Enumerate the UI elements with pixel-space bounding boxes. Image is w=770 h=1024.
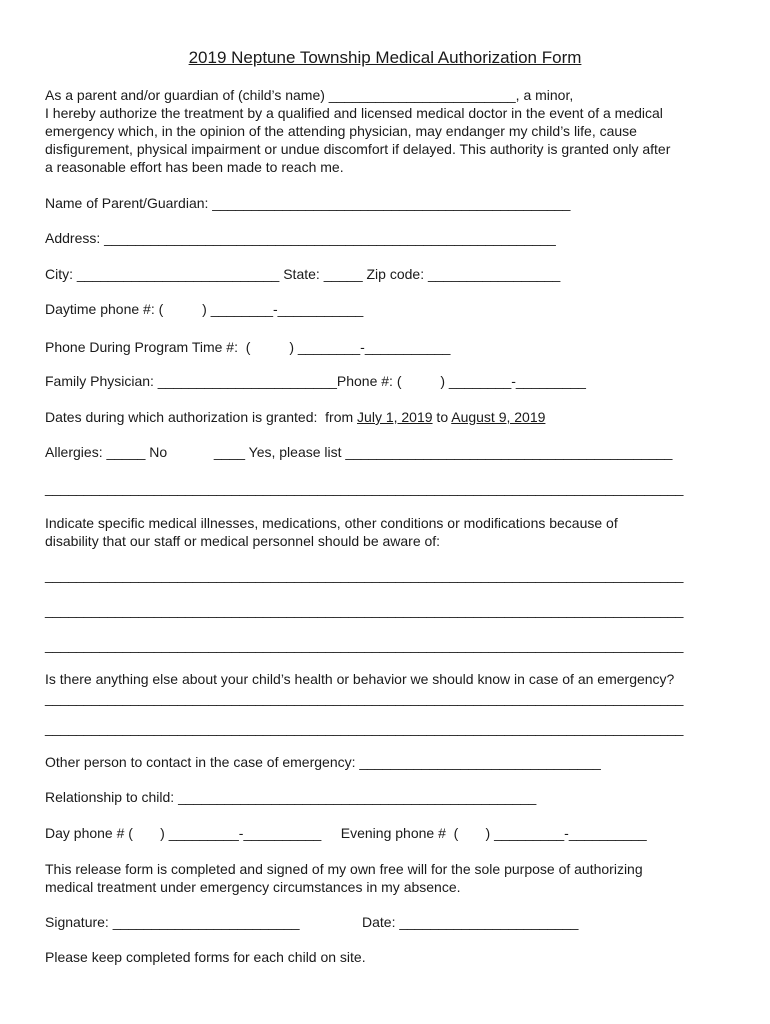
conditions-blank-1[interactable]: __________________________________________________________________________________ <box>45 567 684 583</box>
program-phone-field[interactable]: Phone During Program Time #: ( ) ________-___________ <box>45 339 451 355</box>
release-statement <box>45 860 735 896</box>
footer-note: Please keep completed forms for each child on site. <box>45 949 366 965</box>
daytime-phone-field[interactable]: Daytime phone #: ( ) ________-___________ <box>45 301 364 317</box>
conditions-blank-3[interactable]: __________________________________________________________________________________ <box>45 637 684 653</box>
intro-paragraph <box>45 86 735 176</box>
intro-line: a reasonable effort has been made to reach me. <box>45 159 344 175</box>
dates-prefix: Dates during which authorization is granted: from <box>45 409 358 425</box>
dates-to: to <box>432 409 452 425</box>
intro-line: emergency which, in the opinion of the attending physician, may endanger my child’s life, cause <box>45 123 637 139</box>
date-from: July 1, 2019 <box>357 409 433 425</box>
conditions-line: disability that our staff or medical personnel should be aware of: <box>45 533 441 549</box>
conditions-blank-2[interactable]: __________________________________________________________________________________ <box>45 602 684 618</box>
conditions-prompt <box>45 514 735 550</box>
release-line: This release form is completed and signed of my own free will for the sole purpose of authorizing <box>45 861 643 877</box>
anything-else-question: Is there anything else about your child’s health or behavior we should know in case of an emergency? <box>45 671 675 687</box>
relationship-field[interactable]: Relationship to child: ______________________________________________ <box>45 789 537 805</box>
anything-else-blank-1[interactable]: __________________________________________________________________________________ <box>45 690 684 706</box>
emergency-contact-field[interactable]: Other person to contact in the case of emergency: _______________________________ <box>45 754 601 770</box>
anything-else-blank-2[interactable]: __________________________________________________________________________________ <box>45 720 684 736</box>
signature-field[interactable]: Signature: ________________________ <box>45 914 300 930</box>
authorization-dates <box>45 408 545 426</box>
intro-line: I hereby authorize the treatment by a qualified and licensed medical doctor in the event of a medical <box>45 105 663 121</box>
date-to: August 9, 2019 <box>451 409 546 425</box>
date-field[interactable]: Date: _______________________ <box>362 914 579 930</box>
address-field[interactable]: Address: __________________________________________________________ <box>45 230 556 246</box>
form-title: 2019 Neptune Township Medical Authorization Form <box>188 48 582 67</box>
intro-line: disfigurement, physical impairment or undue discomfort if delayed. This authority is granted only after <box>45 141 671 157</box>
intro-line: As a parent and/or guardian of (child’s name) ________________________, a minor, <box>45 87 574 103</box>
allergies-continued-field[interactable]: __________________________________________________________________________________ <box>45 480 684 496</box>
contact-phones-field[interactable]: Day phone # ( ) _________-__________ Evening phone # ( ) _________-__________ <box>45 825 647 841</box>
physician-field[interactable]: Family Physician: _______________________Phone #: ( ) ________-_________ <box>45 373 586 389</box>
parent-name-field[interactable]: Name of Parent/Guardian: ______________________________________________ <box>45 195 571 211</box>
city-state-zip-field[interactable]: City: __________________________ State: _____ Zip code: _________________ <box>45 266 561 282</box>
release-line: medical treatment under emergency circumstances in my absence. <box>45 879 461 895</box>
conditions-line: Indicate specific medical illnesses, medications, other conditions or modifications because of <box>45 515 618 531</box>
allergies-field[interactable]: Allergies: _____ No ____ Yes, please list __________________________________________ <box>45 444 673 460</box>
